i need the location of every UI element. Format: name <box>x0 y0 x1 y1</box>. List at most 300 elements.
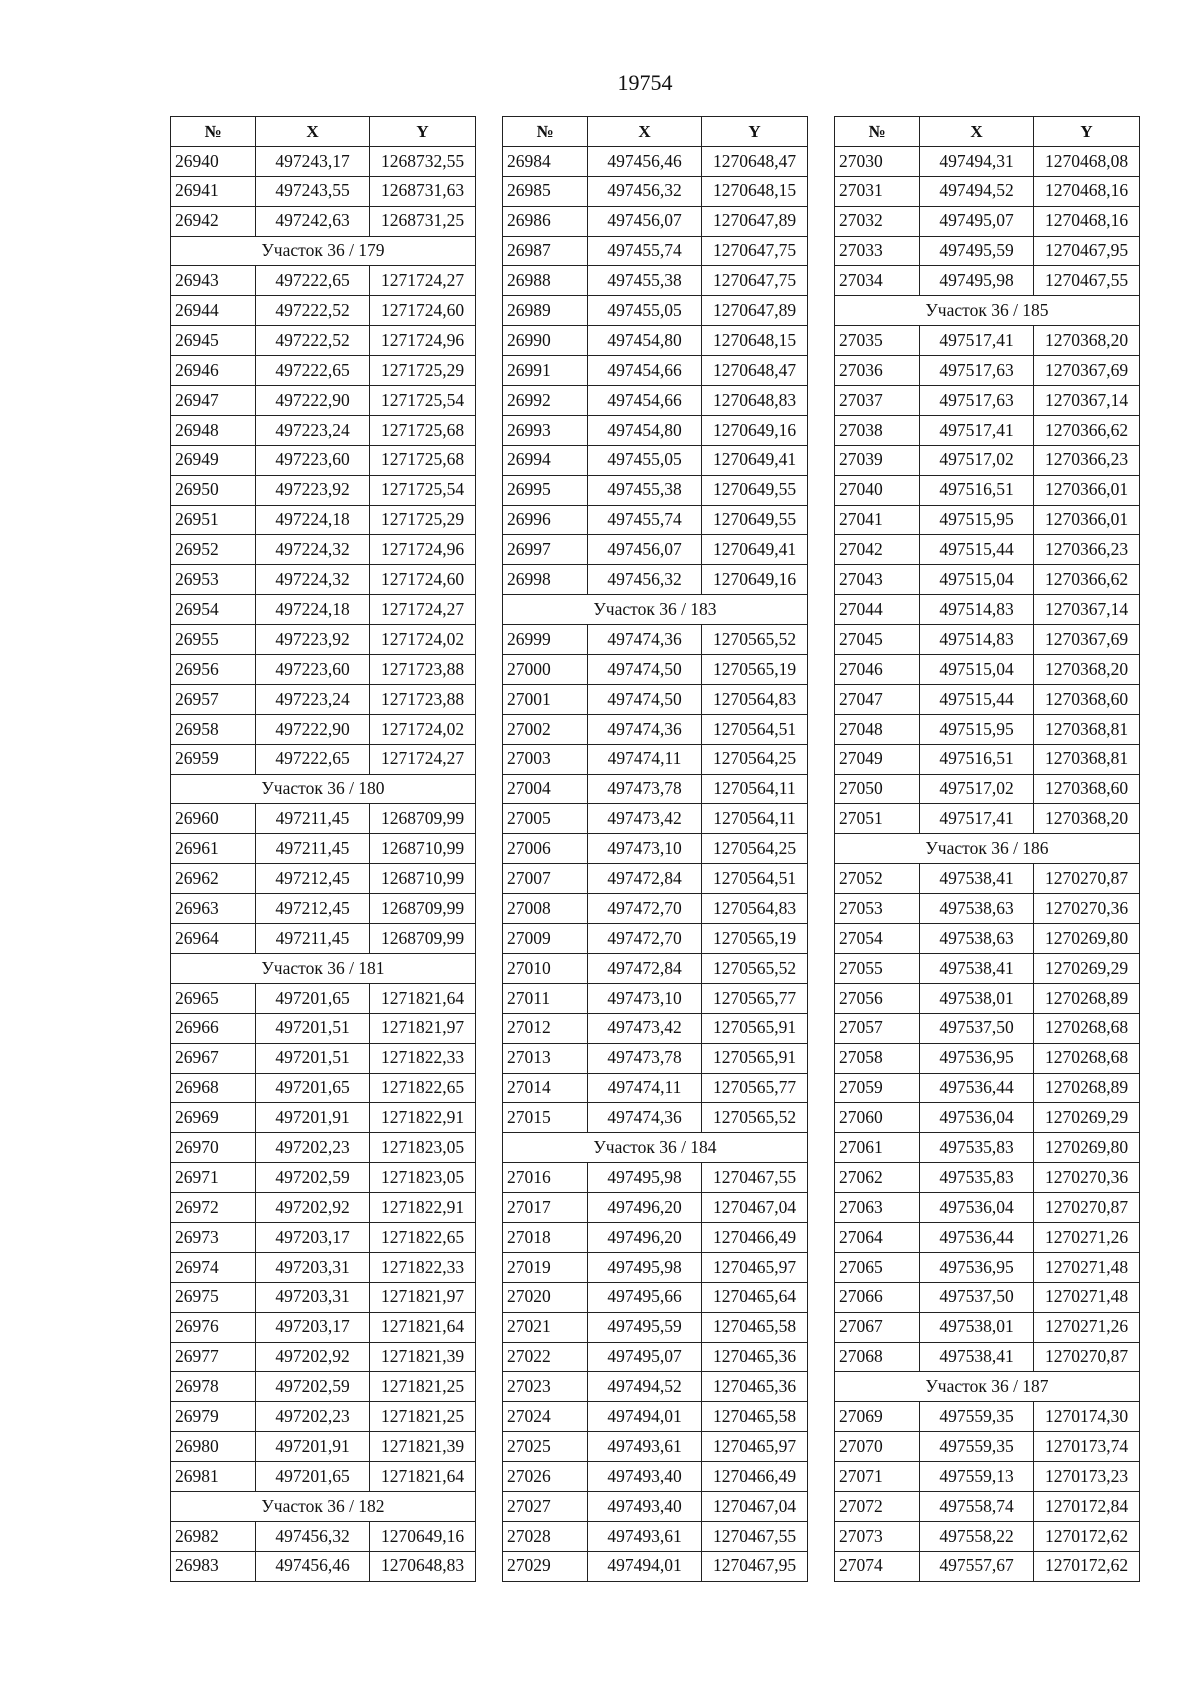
y-coordinate-cell: 1270565,19 <box>702 655 808 685</box>
y-coordinate-cell: 1270649,16 <box>702 415 808 445</box>
x-coordinate-cell: 497535,83 <box>920 1133 1034 1163</box>
point-number-cell: 27052 <box>835 864 920 894</box>
x-coordinate-cell: 497223,24 <box>256 684 370 714</box>
y-coordinate-cell: 1271821,64 <box>370 983 476 1013</box>
table-row <box>835 1252 1140 1282</box>
x-coordinate-cell: 497517,02 <box>920 445 1034 475</box>
x-coordinate-cell: 497222,52 <box>256 326 370 356</box>
table-row <box>835 1551 1140 1581</box>
x-coordinate-cell: 497495,07 <box>920 206 1034 236</box>
table-row <box>835 774 1140 804</box>
x-coordinate-cell: 497472,70 <box>588 924 702 954</box>
y-coordinate-cell: 1270467,55 <box>702 1163 808 1193</box>
y-coordinate-cell: 1270465,36 <box>702 1342 808 1372</box>
y-coordinate-cell: 1271724,60 <box>370 296 476 326</box>
x-coordinate-cell: 497474,36 <box>588 714 702 744</box>
y-coordinate-cell: 1268710,99 <box>370 864 476 894</box>
x-coordinate-cell: 497538,63 <box>920 894 1034 924</box>
table-row <box>503 146 808 176</box>
table-row <box>835 206 1140 236</box>
table-row <box>503 505 808 535</box>
table-row <box>503 1163 808 1193</box>
table-row <box>503 266 808 296</box>
section-title: Участок 36 / 184 <box>503 1133 808 1163</box>
x-coordinate-cell: 497495,66 <box>588 1282 702 1312</box>
table-row <box>503 744 808 774</box>
y-coordinate-cell: 1268731,25 <box>370 206 476 236</box>
y-coordinate-cell: 1270269,80 <box>1034 1133 1140 1163</box>
table-row <box>835 983 1140 1013</box>
y-coordinate-cell: 1270564,83 <box>702 684 808 714</box>
point-number-cell: 27049 <box>835 744 920 774</box>
x-coordinate-cell: 497455,74 <box>588 236 702 266</box>
x-coordinate-cell: 497202,59 <box>256 1163 370 1193</box>
page-number: 19754 <box>617 70 673 95</box>
x-coordinate-cell: 497455,05 <box>588 445 702 475</box>
table-row <box>835 1133 1140 1163</box>
x-coordinate-cell: 497455,74 <box>588 505 702 535</box>
y-coordinate-cell: 1271723,88 <box>370 655 476 685</box>
point-number-cell: 27025 <box>503 1432 588 1462</box>
point-number-cell: 26972 <box>171 1193 256 1223</box>
y-coordinate-cell: 1270649,16 <box>702 565 808 595</box>
point-number-cell: 26986 <box>503 206 588 236</box>
x-coordinate-cell: 497212,45 <box>256 864 370 894</box>
section-row <box>171 953 476 983</box>
table-row <box>835 1103 1140 1133</box>
point-number-cell: 26961 <box>171 834 256 864</box>
y-coordinate-cell: 1270649,55 <box>702 505 808 535</box>
section-title: Участок 36 / 182 <box>171 1491 476 1521</box>
y-coordinate-cell: 1270465,36 <box>702 1372 808 1402</box>
table-row <box>835 475 1140 505</box>
point-number-cell: 26942 <box>171 206 256 236</box>
x-coordinate-cell: 497243,17 <box>256 146 370 176</box>
table-row <box>171 1133 476 1163</box>
y-coordinate-cell: 1271723,88 <box>370 684 476 714</box>
table-row <box>171 625 476 655</box>
point-number-cell: 26947 <box>171 386 256 416</box>
y-coordinate-cell: 1271822,33 <box>370 1043 476 1073</box>
x-coordinate-cell: 497496,20 <box>588 1222 702 1252</box>
table-header-row <box>503 117 808 147</box>
x-coordinate-cell: 497559,35 <box>920 1402 1034 1432</box>
point-number-cell: 26964 <box>171 924 256 954</box>
point-number-cell: 27050 <box>835 774 920 804</box>
y-coordinate-cell: 1270467,95 <box>702 1551 808 1581</box>
table-row <box>835 1521 1140 1551</box>
x-coordinate-cell: 497456,07 <box>588 535 702 565</box>
point-number-cell: 27037 <box>835 386 920 416</box>
x-coordinate-cell: 497202,23 <box>256 1133 370 1163</box>
point-number-cell: 27012 <box>503 1013 588 1043</box>
y-coordinate-cell: 1270268,89 <box>1034 983 1140 1013</box>
table-row <box>835 595 1140 625</box>
x-coordinate-cell: 497201,65 <box>256 983 370 1013</box>
table-row <box>171 924 476 954</box>
table-row <box>171 864 476 894</box>
table-row <box>503 1491 808 1521</box>
table-row <box>503 1521 808 1551</box>
table-row <box>503 356 808 386</box>
y-coordinate-cell: 1270565,52 <box>702 1103 808 1133</box>
point-number-cell: 27065 <box>835 1252 920 1282</box>
table-row <box>171 445 476 475</box>
point-number-cell: 27019 <box>503 1252 588 1282</box>
point-number-cell: 27062 <box>835 1163 920 1193</box>
table-row <box>503 1432 808 1462</box>
x-coordinate-cell: 497536,04 <box>920 1103 1034 1133</box>
table-row <box>171 386 476 416</box>
point-number-cell: 26945 <box>171 326 256 356</box>
table-row <box>171 714 476 744</box>
table-row <box>503 894 808 924</box>
y-coordinate-cell: 1270367,14 <box>1034 595 1140 625</box>
table-row <box>171 655 476 685</box>
table-row <box>171 983 476 1013</box>
y-coordinate-cell: 1271725,68 <box>370 445 476 475</box>
x-coordinate-cell: 497224,18 <box>256 595 370 625</box>
x-coordinate-cell: 497201,91 <box>256 1432 370 1462</box>
y-coordinate-cell: 1270467,04 <box>702 1193 808 1223</box>
point-number-cell: 27063 <box>835 1193 920 1223</box>
section-row <box>171 774 476 804</box>
x-coordinate-cell: 497202,92 <box>256 1193 370 1223</box>
table-row <box>835 565 1140 595</box>
point-number-cell: 27006 <box>503 834 588 864</box>
x-coordinate-cell: 497223,92 <box>256 625 370 655</box>
table-row <box>503 565 808 595</box>
y-coordinate-cell: 1271821,25 <box>370 1372 476 1402</box>
point-number-cell: 27056 <box>835 983 920 1013</box>
y-coordinate-cell: 1270366,62 <box>1034 565 1140 595</box>
table-row <box>835 146 1140 176</box>
y-coordinate-cell: 1270368,20 <box>1034 655 1140 685</box>
y-coordinate-cell: 1270564,51 <box>702 714 808 744</box>
table-row <box>171 1551 476 1581</box>
y-coordinate-cell: 1270467,55 <box>702 1521 808 1551</box>
point-number-cell: 27003 <box>503 744 588 774</box>
x-coordinate-cell: 497536,04 <box>920 1193 1034 1223</box>
y-coordinate-cell: 1270648,15 <box>702 176 808 206</box>
x-coordinate-cell: 497493,40 <box>588 1462 702 1492</box>
point-number-cell: 27018 <box>503 1222 588 1252</box>
point-number-cell: 27074 <box>835 1551 920 1581</box>
y-coordinate-cell: 1270647,75 <box>702 266 808 296</box>
y-coordinate-cell: 1270648,83 <box>370 1551 476 1581</box>
point-number-cell: 27014 <box>503 1073 588 1103</box>
point-number-cell: 26968 <box>171 1073 256 1103</box>
table-row <box>171 1103 476 1133</box>
table-row <box>835 1312 1140 1342</box>
y-coordinate-cell: 1270467,55 <box>1034 266 1140 296</box>
table-header-row <box>171 117 476 147</box>
point-number-cell: 27051 <box>835 804 920 834</box>
header-y: Y <box>1034 117 1140 147</box>
table-row <box>503 1073 808 1103</box>
table-row <box>835 953 1140 983</box>
x-coordinate-cell: 497495,59 <box>588 1312 702 1342</box>
y-coordinate-cell: 1270271,26 <box>1034 1312 1140 1342</box>
x-coordinate-cell: 497558,74 <box>920 1491 1034 1521</box>
point-number-cell: 26953 <box>171 565 256 595</box>
table-row <box>171 1163 476 1193</box>
header-x: X <box>920 117 1034 147</box>
y-coordinate-cell: 1270468,08 <box>1034 146 1140 176</box>
section-row <box>835 834 1140 864</box>
table-row <box>503 1462 808 1492</box>
point-number-cell: 27072 <box>835 1491 920 1521</box>
table-row <box>171 595 476 625</box>
point-number-cell: 27071 <box>835 1462 920 1492</box>
x-coordinate-cell: 497495,98 <box>588 1252 702 1282</box>
table-row <box>171 1521 476 1551</box>
point-number-cell: 26979 <box>171 1402 256 1432</box>
y-coordinate-cell: 1271725,54 <box>370 386 476 416</box>
point-number-cell: 27070 <box>835 1432 920 1462</box>
y-coordinate-cell: 1270467,04 <box>702 1491 808 1521</box>
y-coordinate-cell: 1270368,60 <box>1034 684 1140 714</box>
point-number-cell: 27005 <box>503 804 588 834</box>
table-row <box>503 386 808 416</box>
x-coordinate-cell: 497222,65 <box>256 266 370 296</box>
y-coordinate-cell: 1270649,16 <box>370 1521 476 1551</box>
y-coordinate-cell: 1270649,41 <box>702 445 808 475</box>
y-coordinate-cell: 1270366,62 <box>1034 415 1140 445</box>
point-number-cell: 26987 <box>503 236 588 266</box>
y-coordinate-cell: 1268709,99 <box>370 924 476 954</box>
table-row <box>835 1073 1140 1103</box>
table-row <box>835 356 1140 386</box>
point-number-cell: 27027 <box>503 1491 588 1521</box>
x-coordinate-cell: 497473,78 <box>588 1043 702 1073</box>
x-coordinate-cell: 497494,52 <box>588 1372 702 1402</box>
table-row <box>503 1402 808 1432</box>
point-number-cell: 26966 <box>171 1013 256 1043</box>
point-number-cell: 26973 <box>171 1222 256 1252</box>
x-coordinate-cell: 497515,95 <box>920 714 1034 744</box>
y-coordinate-cell: 1268710,99 <box>370 834 476 864</box>
table-row <box>835 1222 1140 1252</box>
x-coordinate-cell: 497211,45 <box>256 834 370 864</box>
point-number-cell: 26944 <box>171 296 256 326</box>
point-number-cell: 27061 <box>835 1133 920 1163</box>
table-row <box>171 1342 476 1372</box>
x-coordinate-cell: 497559,35 <box>920 1432 1034 1462</box>
section-title: Участок 36 / 185 <box>835 296 1140 326</box>
table-row <box>503 445 808 475</box>
section-row <box>171 1491 476 1521</box>
table-row <box>503 1193 808 1223</box>
x-coordinate-cell: 497538,01 <box>920 983 1034 1013</box>
x-coordinate-cell: 497493,40 <box>588 1491 702 1521</box>
point-number-cell: 27068 <box>835 1342 920 1372</box>
table-row <box>503 296 808 326</box>
table-row <box>503 804 808 834</box>
y-coordinate-cell: 1270465,97 <box>702 1252 808 1282</box>
y-coordinate-cell: 1270268,89 <box>1034 1073 1140 1103</box>
x-coordinate-cell: 497224,18 <box>256 505 370 535</box>
header-number: № <box>503 117 588 147</box>
y-coordinate-cell: 1270565,77 <box>702 1073 808 1103</box>
x-coordinate-cell: 497202,92 <box>256 1342 370 1372</box>
x-coordinate-cell: 497536,95 <box>920 1043 1034 1073</box>
y-coordinate-cell: 1268732,55 <box>370 146 476 176</box>
x-coordinate-cell: 497535,83 <box>920 1163 1034 1193</box>
point-number-cell: 27020 <box>503 1282 588 1312</box>
x-coordinate-cell: 497515,44 <box>920 535 1034 565</box>
x-coordinate-cell: 497456,32 <box>256 1521 370 1551</box>
y-coordinate-cell: 1270172,84 <box>1034 1491 1140 1521</box>
x-coordinate-cell: 497495,98 <box>920 266 1034 296</box>
point-number-cell: 26960 <box>171 804 256 834</box>
x-coordinate-cell: 497455,38 <box>588 475 702 505</box>
x-coordinate-cell: 497517,41 <box>920 326 1034 356</box>
point-number-cell: 27000 <box>503 655 588 685</box>
x-coordinate-cell: 497203,31 <box>256 1282 370 1312</box>
table-row <box>835 1402 1140 1432</box>
section-row <box>503 1133 808 1163</box>
y-coordinate-cell: 1271821,64 <box>370 1462 476 1492</box>
point-number-cell: 27058 <box>835 1043 920 1073</box>
y-coordinate-cell: 1270647,89 <box>702 206 808 236</box>
point-number-cell: 26951 <box>171 505 256 535</box>
y-coordinate-cell: 1270647,89 <box>702 296 808 326</box>
table-row <box>503 625 808 655</box>
y-coordinate-cell: 1270173,23 <box>1034 1462 1140 1492</box>
section-title: Участок 36 / 181 <box>171 953 476 983</box>
y-coordinate-cell: 1270466,49 <box>702 1222 808 1252</box>
y-coordinate-cell: 1270368,81 <box>1034 714 1140 744</box>
y-coordinate-cell: 1270565,77 <box>702 983 808 1013</box>
y-coordinate-cell: 1270565,52 <box>702 953 808 983</box>
y-coordinate-cell: 1270648,15 <box>702 326 808 356</box>
section-title: Участок 36 / 187 <box>835 1372 1140 1402</box>
y-coordinate-cell: 1270564,51 <box>702 864 808 894</box>
y-coordinate-cell: 1270648,47 <box>702 146 808 176</box>
y-coordinate-cell: 1270649,55 <box>702 475 808 505</box>
point-number-cell: 26957 <box>171 684 256 714</box>
x-coordinate-cell: 497496,20 <box>588 1193 702 1223</box>
point-number-cell: 27038 <box>835 415 920 445</box>
table-row <box>503 206 808 236</box>
point-number-cell: 26956 <box>171 655 256 685</box>
point-number-cell: 27039 <box>835 445 920 475</box>
point-number-cell: 27046 <box>835 655 920 685</box>
x-coordinate-cell: 497516,51 <box>920 475 1034 505</box>
y-coordinate-cell: 1270564,11 <box>702 804 808 834</box>
table-row <box>171 475 476 505</box>
point-number-cell: 26962 <box>171 864 256 894</box>
y-coordinate-cell: 1270468,16 <box>1034 176 1140 206</box>
x-coordinate-cell: 497474,36 <box>588 1103 702 1133</box>
table-row <box>171 1222 476 1252</box>
table-row <box>835 176 1140 206</box>
point-number-cell: 27030 <box>835 146 920 176</box>
table-row <box>835 1013 1140 1043</box>
coordinates-table-1 <box>170 116 476 1582</box>
table-row <box>503 1043 808 1073</box>
point-number-cell: 26949 <box>171 445 256 475</box>
x-coordinate-cell: 497536,44 <box>920 1073 1034 1103</box>
y-coordinate-cell: 1271821,97 <box>370 1013 476 1043</box>
x-coordinate-cell: 497222,65 <box>256 744 370 774</box>
table-row <box>503 176 808 206</box>
y-coordinate-cell: 1270270,87 <box>1034 864 1140 894</box>
y-coordinate-cell: 1270368,20 <box>1034 326 1140 356</box>
x-coordinate-cell: 497514,83 <box>920 595 1034 625</box>
table-row <box>171 804 476 834</box>
y-coordinate-cell: 1270367,14 <box>1034 386 1140 416</box>
y-coordinate-cell: 1271724,60 <box>370 565 476 595</box>
y-coordinate-cell: 1270172,62 <box>1034 1521 1140 1551</box>
x-coordinate-cell: 497455,05 <box>588 296 702 326</box>
x-coordinate-cell: 497201,91 <box>256 1103 370 1133</box>
y-coordinate-cell: 1270269,29 <box>1034 953 1140 983</box>
table-row <box>503 655 808 685</box>
point-number-cell: 27007 <box>503 864 588 894</box>
x-coordinate-cell: 497201,65 <box>256 1462 370 1492</box>
y-coordinate-cell: 1271724,02 <box>370 625 476 655</box>
point-number-cell: 27035 <box>835 326 920 356</box>
table-row <box>171 415 476 445</box>
y-coordinate-cell: 1270270,87 <box>1034 1193 1140 1223</box>
y-coordinate-cell: 1271725,29 <box>370 505 476 535</box>
x-coordinate-cell: 497538,01 <box>920 1312 1034 1342</box>
table-row <box>835 1043 1140 1073</box>
table-header-row <box>835 117 1140 147</box>
table-row <box>503 1282 808 1312</box>
point-number-cell: 27024 <box>503 1402 588 1432</box>
table-row <box>171 1043 476 1073</box>
x-coordinate-cell: 497454,80 <box>588 326 702 356</box>
point-number-cell: 26967 <box>171 1043 256 1073</box>
x-coordinate-cell: 497473,10 <box>588 983 702 1013</box>
point-number-cell: 26943 <box>171 266 256 296</box>
point-number-cell: 26978 <box>171 1372 256 1402</box>
point-number-cell: 27057 <box>835 1013 920 1043</box>
x-coordinate-cell: 497515,95 <box>920 505 1034 535</box>
x-coordinate-cell: 497472,84 <box>588 953 702 983</box>
table-row <box>835 1282 1140 1312</box>
x-coordinate-cell: 497472,70 <box>588 894 702 924</box>
table-row <box>171 176 476 206</box>
coordinates-table-3 <box>834 116 1140 1582</box>
x-coordinate-cell: 497473,10 <box>588 834 702 864</box>
y-coordinate-cell: 1270465,97 <box>702 1432 808 1462</box>
point-number-cell: 27060 <box>835 1103 920 1133</box>
point-number-cell: 26965 <box>171 983 256 1013</box>
x-coordinate-cell: 497474,11 <box>588 1073 702 1103</box>
table-row <box>171 356 476 386</box>
point-number-cell: 26994 <box>503 445 588 475</box>
y-coordinate-cell: 1271823,05 <box>370 1133 476 1163</box>
y-coordinate-cell: 1270271,48 <box>1034 1282 1140 1312</box>
y-coordinate-cell: 1270172,62 <box>1034 1551 1140 1581</box>
point-number-cell: 27004 <box>503 774 588 804</box>
point-number-cell: 26950 <box>171 475 256 505</box>
point-number-cell: 27048 <box>835 714 920 744</box>
x-coordinate-cell: 497223,92 <box>256 475 370 505</box>
point-number-cell: 27043 <box>835 565 920 595</box>
y-coordinate-cell: 1270465,58 <box>702 1312 808 1342</box>
y-coordinate-cell: 1271724,27 <box>370 266 476 296</box>
x-coordinate-cell: 497454,80 <box>588 415 702 445</box>
header-x: X <box>588 117 702 147</box>
table-row <box>835 1491 1140 1521</box>
point-number-cell: 26970 <box>171 1133 256 1163</box>
point-number-cell: 27028 <box>503 1521 588 1551</box>
